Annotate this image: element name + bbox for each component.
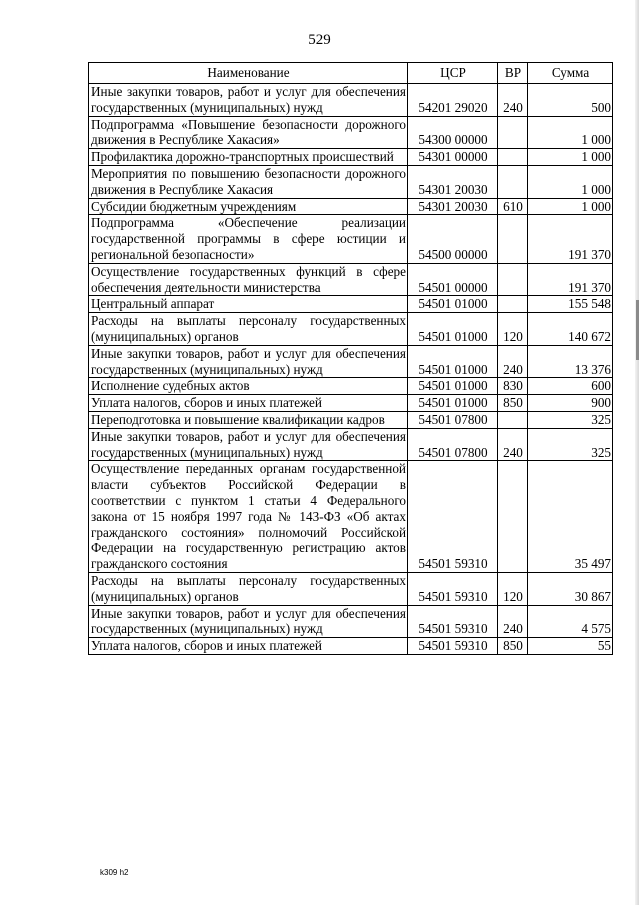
- row-sum: 1 000: [528, 165, 613, 198]
- header-sum: Сумма: [528, 63, 613, 84]
- row-sum: 500: [528, 84, 613, 117]
- row-name: Центральный аппарат: [89, 296, 408, 313]
- header-vr: ВР: [498, 63, 528, 84]
- table-row: [89, 638, 613, 655]
- table-row: [89, 395, 613, 412]
- row-sum: 900: [528, 395, 613, 412]
- row-sum: 600: [528, 378, 613, 395]
- row-vr: 240: [498, 345, 528, 378]
- row-name: Уплата налогов, сборов и иных платежей: [89, 395, 408, 412]
- row-csr: 54301 20030: [408, 165, 498, 198]
- row-csr: 54500 00000: [408, 215, 498, 263]
- row-vr: 120: [498, 572, 528, 605]
- row-sum: 325: [528, 428, 613, 461]
- table-row: [89, 263, 613, 296]
- row-vr: 850: [498, 638, 528, 655]
- row-name: Расходы на выплаты персоналу государственных (муниципальных) органов: [89, 313, 408, 346]
- row-sum: 325: [528, 411, 613, 428]
- table-row: [89, 215, 613, 263]
- row-sum: 30 867: [528, 572, 613, 605]
- row-name: Иные закупки товаров, работ и услуг для обеспечения государственных (муниципальных) нужд: [89, 345, 408, 378]
- row-sum: 13 376: [528, 345, 613, 378]
- row-csr: 54501 59310: [408, 461, 498, 573]
- row-csr: 54501 01000: [408, 395, 498, 412]
- row-vr: [498, 411, 528, 428]
- row-vr: 240: [498, 605, 528, 638]
- row-vr: 830: [498, 378, 528, 395]
- row-csr: 54501 01000: [408, 296, 498, 313]
- footer-code: k309 h2: [100, 868, 129, 877]
- row-sum: 35 497: [528, 461, 613, 573]
- budget-table: [88, 62, 613, 655]
- table-row: [89, 296, 613, 313]
- row-vr: 850: [498, 395, 528, 412]
- table-row: [89, 411, 613, 428]
- row-name: Иные закупки товаров, работ и услуг для обеспечения государственных (муниципальных) нужд: [89, 605, 408, 638]
- table-row: [89, 313, 613, 346]
- table-row: [89, 572, 613, 605]
- row-name: Подпрограмма «Обеспечение реализации государственной программы в сфере юстиции и региональной безопасности»: [89, 215, 408, 263]
- row-csr: 54501 59310: [408, 605, 498, 638]
- table-row: [89, 428, 613, 461]
- row-sum: 191 370: [528, 215, 613, 263]
- row-sum: 191 370: [528, 263, 613, 296]
- page-number: 529: [308, 32, 331, 48]
- table-row: [89, 378, 613, 395]
- row-csr: 54501 07800: [408, 428, 498, 461]
- row-csr: 54501 00000: [408, 263, 498, 296]
- row-vr: [498, 149, 528, 166]
- row-vr: 240: [498, 428, 528, 461]
- row-name: Осуществление государственных функций в сфере обеспечения деятельности министерства: [89, 263, 408, 296]
- table-row: [89, 345, 613, 378]
- table-row: [89, 605, 613, 638]
- header-name: Наименование: [89, 63, 408, 84]
- header-row: [89, 63, 613, 84]
- row-csr: 54501 07800: [408, 411, 498, 428]
- table-row: [89, 165, 613, 198]
- table-row: [89, 198, 613, 215]
- row-sum: 1 000: [528, 149, 613, 166]
- row-sum: 55: [528, 638, 613, 655]
- row-name: Подпрограмма «Повышение безопасности дорожного движения в Республике Хакасия»: [89, 116, 408, 149]
- row-vr: [498, 116, 528, 149]
- table-row: [89, 461, 613, 573]
- row-csr: 54301 20030: [408, 198, 498, 215]
- row-vr: [498, 165, 528, 198]
- row-csr: 54501 01000: [408, 378, 498, 395]
- row-name: Иные закупки товаров, работ и услуг для обеспечения государственных (муниципальных) нужд: [89, 428, 408, 461]
- row-sum: 1 000: [528, 116, 613, 149]
- row-vr: [498, 263, 528, 296]
- row-name: Исполнение судебных актов: [89, 378, 408, 395]
- row-name: Мероприятия по повышению безопасности дорожного движения в Республике Хакасия: [89, 165, 408, 198]
- row-name: Уплата налогов, сборов и иных платежей: [89, 638, 408, 655]
- table-row: [89, 116, 613, 149]
- row-name: Профилактика дорожно-транспортных происшествий: [89, 149, 408, 166]
- row-vr: 240: [498, 84, 528, 117]
- row-vr: [498, 215, 528, 263]
- row-sum: 155 548: [528, 296, 613, 313]
- row-sum: 4 575: [528, 605, 613, 638]
- row-vr: [498, 296, 528, 313]
- row-csr: 54301 00000: [408, 149, 498, 166]
- row-sum: 140 672: [528, 313, 613, 346]
- row-name: Расходы на выплаты персоналу государственных (муниципальных) органов: [89, 572, 408, 605]
- row-name: Переподготовка и повышение квалификации кадров: [89, 411, 408, 428]
- header-csr: ЦСР: [408, 63, 498, 84]
- row-csr: 54501 59310: [408, 572, 498, 605]
- table-row: [89, 149, 613, 166]
- row-name: Субсидии бюджетным учреждениям: [89, 198, 408, 215]
- row-csr: 54501 01000: [408, 313, 498, 346]
- row-vr: [498, 461, 528, 573]
- table-row: [89, 84, 613, 117]
- row-csr: 54201 29020: [408, 84, 498, 117]
- scan-edge: [635, 0, 639, 905]
- row-name: Осуществление переданных органам государственной власти субъектов Российской Федерации в соответствии с пунктом 1 статьи 4 Федерального закона от 15 ноября 1997 года № 143-ФЗ «Об актах гражданского состояния» полномочий Российской Федерации на государственную регистрацию актов гражданского состояния: [89, 461, 408, 573]
- row-csr: 54501 01000: [408, 345, 498, 378]
- row-csr: 54300 00000: [408, 116, 498, 149]
- row-sum: 1 000: [528, 198, 613, 215]
- row-name: Иные закупки товаров, работ и услуг для обеспечения государственных (муниципальных) нужд: [89, 84, 408, 117]
- row-vr: 120: [498, 313, 528, 346]
- row-csr: 54501 59310: [408, 638, 498, 655]
- row-vr: 610: [498, 198, 528, 215]
